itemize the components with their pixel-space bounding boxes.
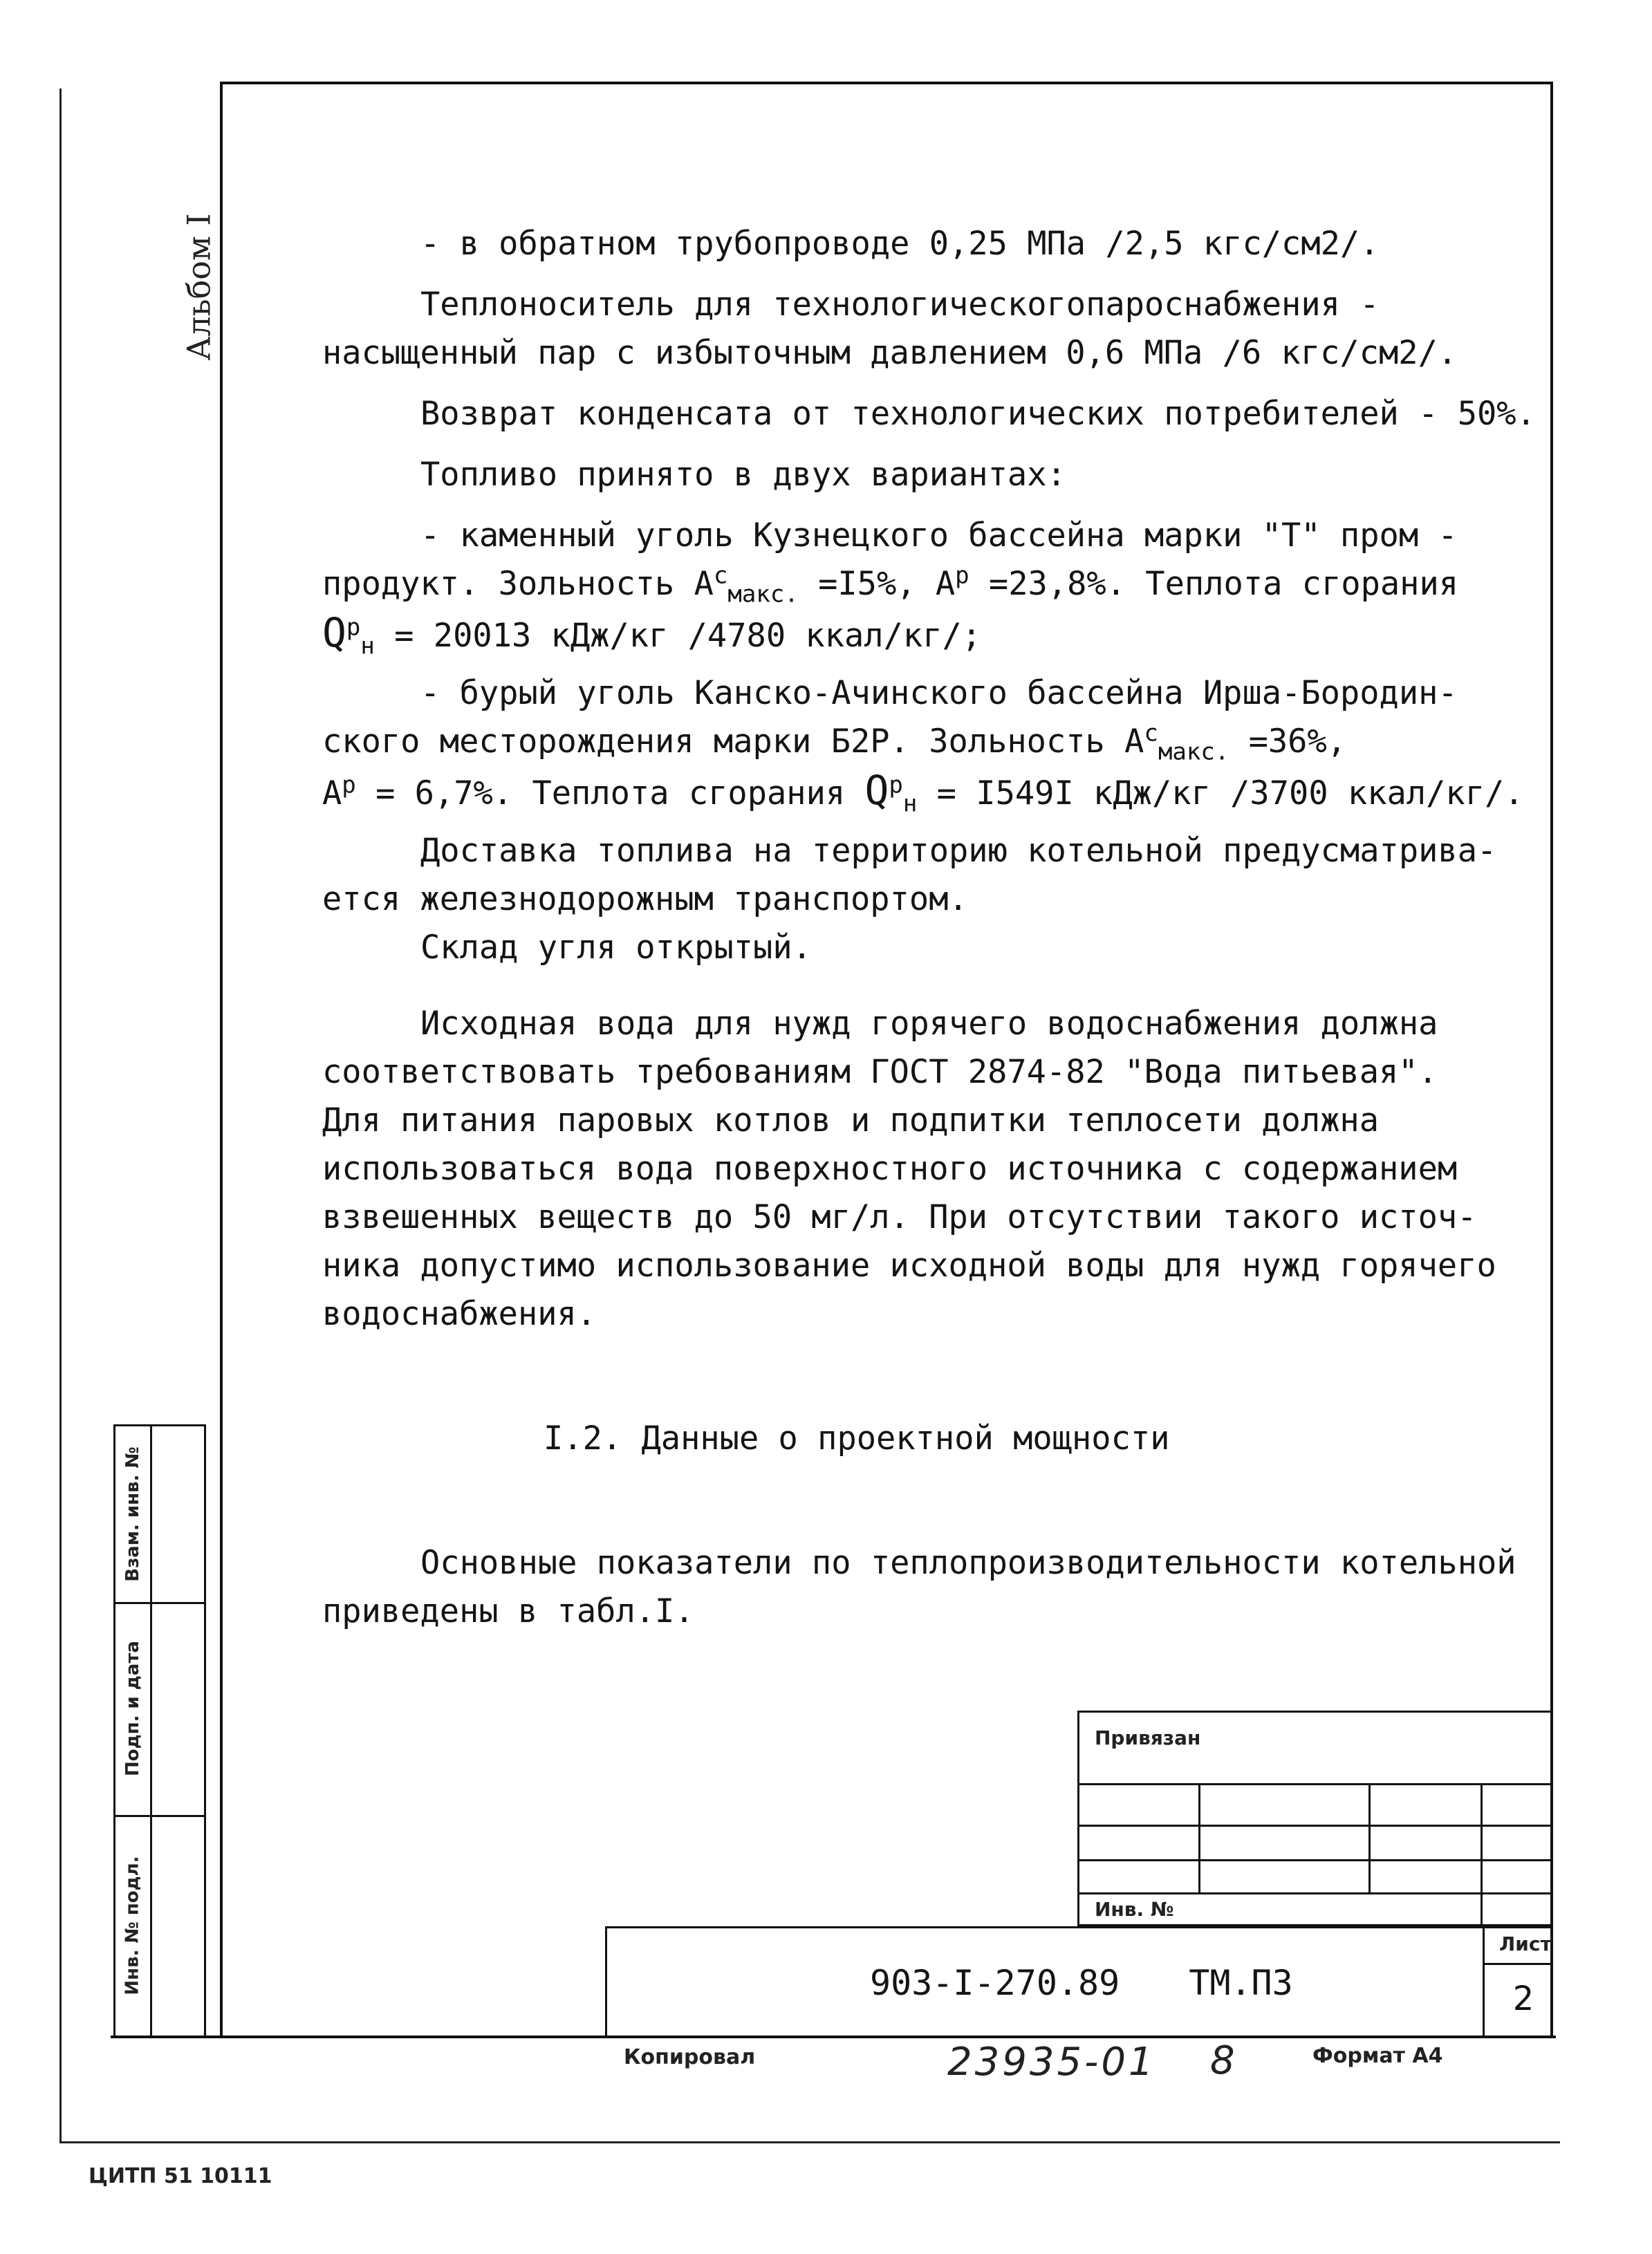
outer-trim-line-left [59,89,62,2142]
text-line: использоваться вода поверхностного источника с содержанием [322,1150,1458,1188]
outer-trim-line-bottom [59,2141,1560,2143]
text-line: Топливо принято в двух вариантах: [420,456,1066,494]
publisher-code: ЦИТП 51 10111 [89,2164,272,2188]
text-line: $Q^р_н = 20013$ кДж/кг /4780 ккал/кг/; [322,609,982,660]
text-line: Основные показатели по теплопроизводительности котельной [420,1544,1516,1582]
sheet-label: Лист [1499,1932,1552,1955]
side-stamp-podp: Подп. и дата [122,1641,144,1776]
text-line: ского месторождения марки Б2Р. Зольность $А^с_{макс.} =36\%$, [322,719,1347,766]
text-line: ника допустимо использование исходной воды для нужд горячего [322,1247,1496,1285]
text-line: $А^р = 6,7\%$. Теплота сгорания $Q^р_н = I549I$ кДж/кг /3700 ккал/кг/. [322,767,1524,818]
format-label: Формат А4 [1312,2044,1443,2068]
title-block-main [605,1926,1553,2037]
text-line: Исходная вода для нужд горячего водоснабжения должна [420,1005,1438,1043]
text-line: Возврат конденсата от технологических потребителей - 50%. [420,395,1536,433]
text-line: Склад угля открытый. [420,929,812,967]
inv-no-label: Инв. № [1095,1898,1174,1921]
title-block-upper [1077,1711,1553,1926]
text-line: взвешенных веществ до 50 мг/л. При отсутствии такого источ- [322,1198,1477,1236]
text-line: - бурый уголь Канско-Ачинского бассейна Ирша-Бородин- [420,674,1458,712]
text-line: насыщенный пар с избыточным давлением 0,6 МПа /6 кгс/см2/. [322,334,1458,372]
text-line: приведены в табл.I. [322,1592,694,1630]
privyazan-label: Привязан [1095,1726,1201,1749]
document-body [322,220,1539,1636]
side-stamp-vzam: Взам. инв. № [122,1446,143,1582]
side-stamp-inv: Инв. № подл. [122,1856,143,1995]
order-sheet: 8 [1210,2038,1235,2083]
section-heading: I.2. Данные о проектной мощности [544,1419,1170,1457]
text-line: - в обратном трубопроводе 0,25 МПа /2,5 кгс/см2/. [420,225,1380,263]
album-label [171,201,227,373]
text-line: Теплоноситель для технологическогопароснабжения - [420,286,1380,324]
text-line: - каменный уголь Кузнецкого бассейна марки "Т" пром - [420,516,1458,555]
order-number: 23935-01 [947,2040,1156,2085]
text-line: продукт. Зольность $А^с_{макс.} =I5\%$, $А^р =23,8\%$. Теплота сгорания [322,561,1459,608]
side-stamp-block [113,1424,206,2038]
sheet-number: 2 [1512,1980,1534,2018]
text-line: Доставка топлива на территорию котельной предусматрива- [420,832,1497,870]
text-line: ется железнодорожным транспортом. [322,880,968,918]
text-line: водоснабжения. [322,1295,597,1333]
album-label-text: Альбом I [180,213,219,361]
document-code: 903-I-270.89 ТМ.ПЗ [870,1963,1293,2003]
text-line: соответствовать требованиям ГОСТ 2874-82 "Вода питьевая". [322,1053,1438,1091]
copied-by-label: Копировал [624,2045,756,2069]
text-line: Для питания паровых котлов и подпитки теплосети должна [322,1101,1380,1139]
